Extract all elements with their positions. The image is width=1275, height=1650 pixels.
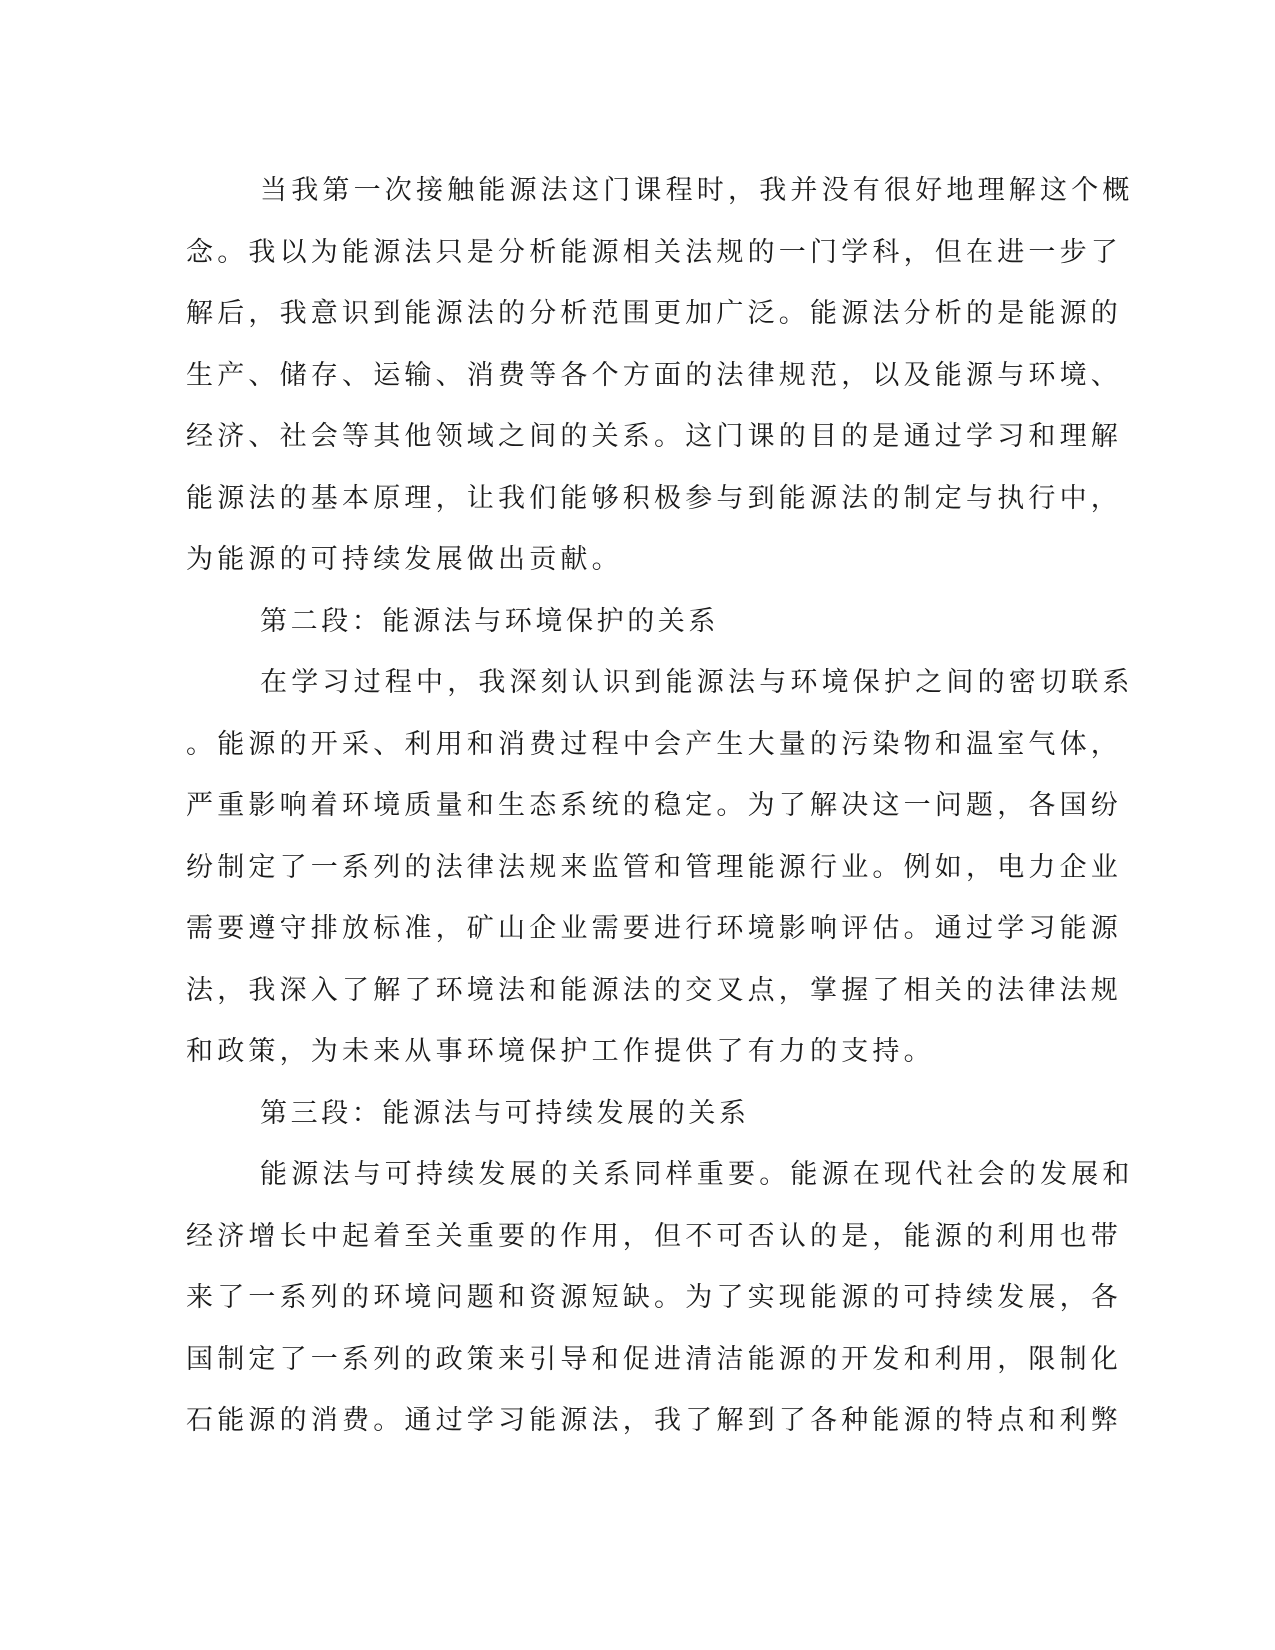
- body-line: 。能源的开采、利用和消费过程中会产生大量的污染物和温室气体，: [186, 728, 1122, 760]
- section-heading: 第三段：能源法与可持续发展的关系: [260, 1097, 750, 1129]
- body-line: 在学习过程中，我深刻认识到能源法与环境保护之间的密切联系: [260, 667, 1134, 698]
- body-line: 能源法的基本原理，让我们能够积极参与到能源法的制定与执行中，: [186, 482, 1122, 514]
- body-line: 纷制定了一系列的法律法规来监管和管理能源行业。例如，电力企业: [186, 851, 1122, 883]
- body-line: 经济、社会等其他领域之间的关系。这门课的目的是通过学习和理解: [186, 421, 1122, 452]
- document-body: [186, 160, 1134, 1452]
- body-line: 来了一系列的环境问题和资源短缺。为了实现能源的可持续发展，各: [186, 1282, 1122, 1313]
- body-line: 和政策，为未来从事环境保护工作提供了有力的支持。: [186, 1036, 935, 1067]
- body-line: 念。我以为能源法只是分析能源相关法规的一门学科，但在进一步了: [186, 236, 1122, 268]
- body-line: 法，我深入了解了环境法和能源法的交叉点，掌握了相关的法律法规: [186, 974, 1122, 1006]
- body-line: 需要遵守排放标准，矿山企业需要进行环境影响评估。通过学习能源: [186, 913, 1122, 944]
- body-line: 生产、储存、运输、消费等各个方面的法律规范，以及能源与环境、: [186, 359, 1122, 391]
- body-line: 解后，我意识到能源法的分析范围更加广泛。能源法分析的是能源的: [186, 298, 1122, 329]
- body-line: 为能源的可持续发展做出贡献。: [186, 544, 623, 575]
- body-line: 石能源的消费。通过学习能源法，我了解到了各种能源的特点和利弊: [186, 1405, 1122, 1436]
- body-line: 能源法与可持续发展的关系同样重要。能源在现代社会的发展和: [260, 1159, 1134, 1190]
- section-heading: 第二段：能源法与环境保护的关系: [260, 605, 719, 637]
- body-line: 严重影响着环境质量和生态系统的稳定。为了解决这一问题，各国纷: [186, 790, 1122, 821]
- body-line: 经济增长中起着至关重要的作用，但不可否认的是，能源的利用也带: [186, 1220, 1122, 1252]
- body-line: 当我第一次接触能源法这门课程时，我并没有很好地理解这个概: [260, 175, 1134, 206]
- body-line: 国制定了一系列的政策来引导和促进清洁能源的开发和利用，限制化: [186, 1343, 1122, 1375]
